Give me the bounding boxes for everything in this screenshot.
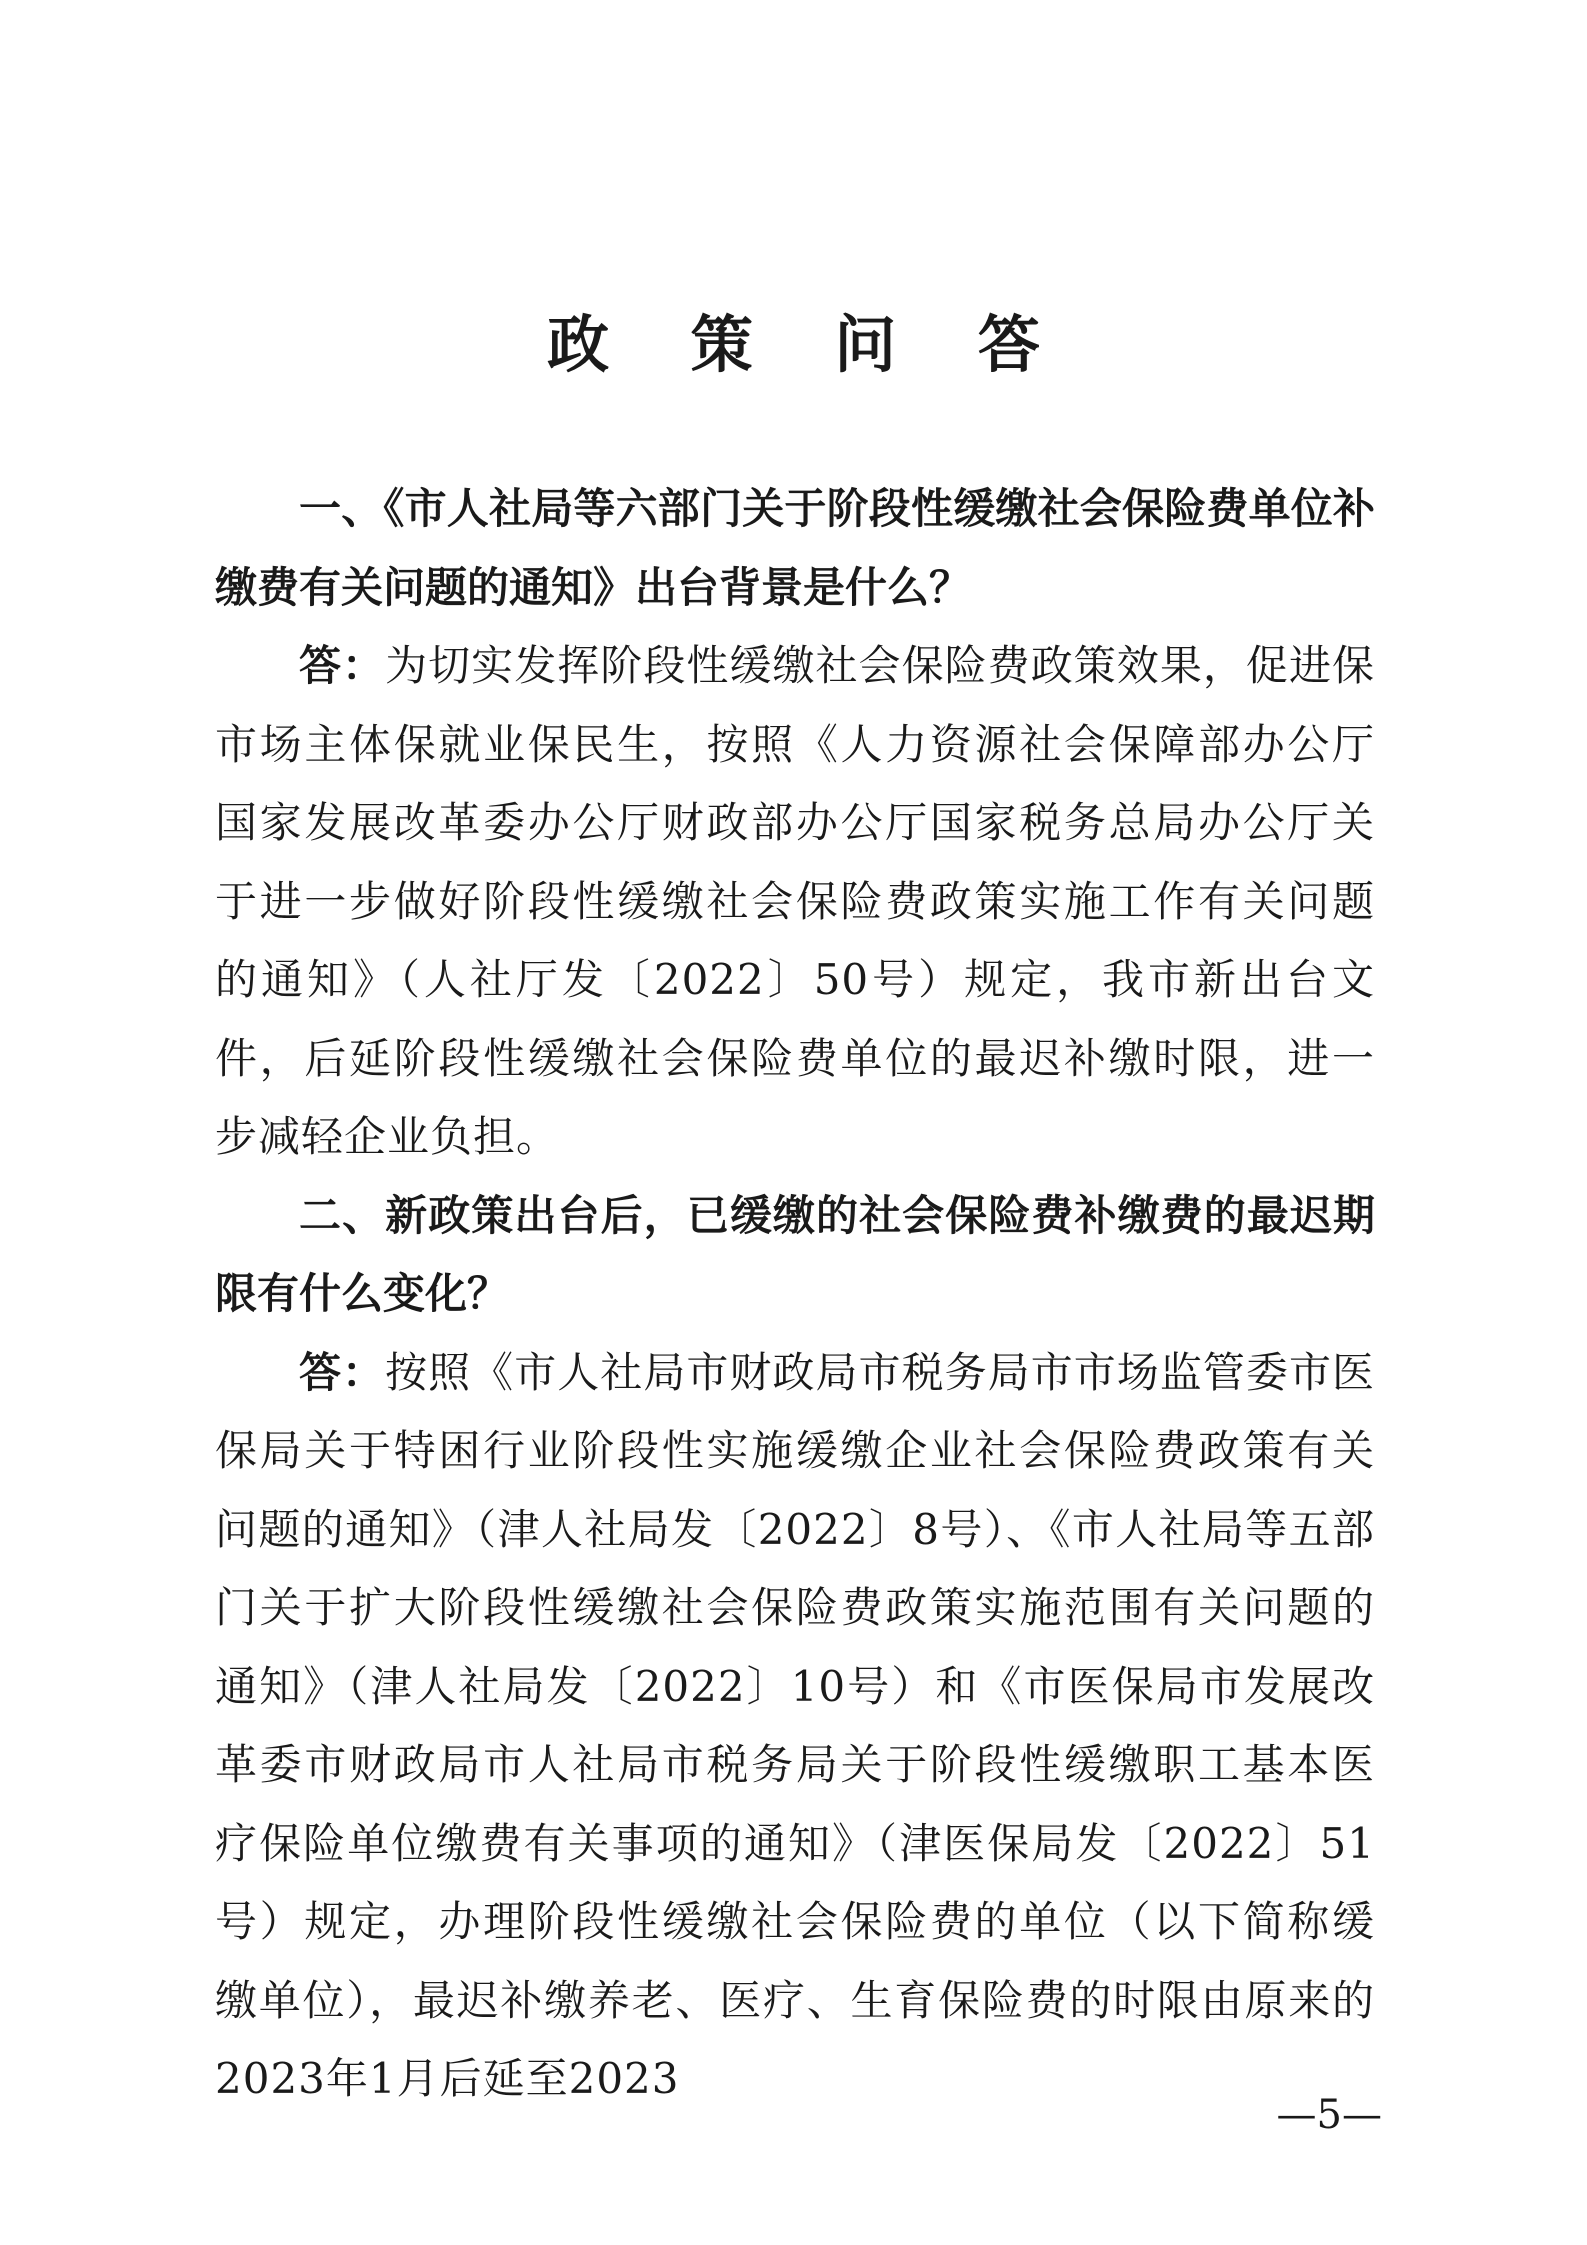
question-1: 一、《市人社局等六部门关于阶段性缓缴社会保险费单位补缴费有关问题的通知》出台背景是什么？	[215, 484, 1375, 612]
page-number: —5—	[1276, 2092, 1382, 2138]
answer-2	[215, 1334, 1375, 2119]
page-title: 政 策 问 答	[547, 308, 1070, 381]
answer-1	[215, 627, 1375, 1177]
answer-label: 答：	[299, 641, 386, 690]
question-2: 二、新政策出台后，已缓缴的社会保险费补缴费的最迟期限有什么变化？	[215, 1190, 1375, 1318]
answer-text: 按照《市人社局市财政局市税务局市市场监管委市医保局关于特困行业阶段性实施缓缴企业社会保险费政策有关问题的通知》（津人社局发〔2022〕8号）、《市人社局等五部门关于扩大阶段性缓缴社会保险费政策实施范围有关问题的通知》（津人社局发〔2022〕10号）和《市医保局市发展改革委市财政局市人社局市税务局关于阶段性缓缴职工基本医疗保险单位缴费有关事项的通知》（津医保局发〔2022〕51号）规定，办理阶段性缓缴社会保险费的单位（以下简称缓缴单位），最迟补缴养老、医疗、生育保险费的时限由原来的2023年1月后延至2023	[215, 1347, 1375, 2103]
answer-label: 答：	[299, 1347, 386, 1397]
answer-text: 为切实发挥阶段性缓缴社会保险费政策效果，促进保市场主体保就业保民生，按照《人力资源社会保障部办公厅国家发展改革委办公厅财政部办公厅国家税务总局办公厅关于进一步做好阶段性缓缴社会保险费政策实施工作有关问题的通知》（人社厅发〔2022〕50号）规定，我市新出台文件，后延阶段性缓缴社会保险费单位的最迟补缴时限，进一步减轻企业负担。	[215, 641, 1375, 1161]
document-body	[215, 470, 1375, 2119]
